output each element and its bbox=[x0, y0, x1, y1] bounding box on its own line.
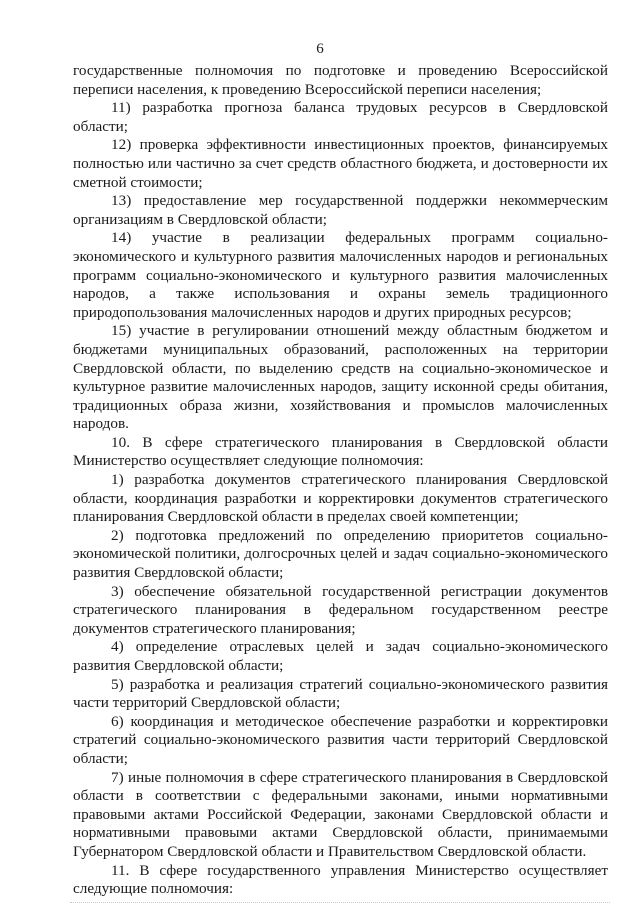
paragraph-item-13: 13) предоставление мер государственной поддержки некоммерческим организациям в Свердловской области; bbox=[73, 192, 608, 228]
paragraph-section-10-item-4: 4) определение отраслевых целей и задач социально-экономического развития Свердловской области; bbox=[73, 638, 608, 674]
paragraph-section-10-item-3: 3) обеспечение обязательной государственной регистрации документов стратегического планирования в федеральном государственном реестре документов стратегического планирования; bbox=[73, 582, 608, 637]
paragraph-item-15: 15) участие в регулировании отношений между областным бюджетом и бюджетами муниципальных образований, расположенных на территории Свердловской области, по выделению средств на социально-экономическое и культурное развитие малочисленных народов, защиту исконной среды обитания, традиционных образа жизни, хозяйствования и промыслов малочисленных народов. bbox=[73, 322, 608, 433]
paragraph-section-10: 10. В сфере стратегического планирования в Свердловской области Министерство осуществляет следующие полномочия: bbox=[73, 433, 608, 470]
paragraph-item-14: 14) участие в реализации федеральных программ социально-экономического и культурного развития малочисленных народов и региональных программ социально-экономического и культурного развития малочисленных народов, а также использования и охраны земель традиционного природопользования малочисленных народов и других природных ресурсов; bbox=[73, 229, 608, 321]
paragraph-section-10-item-6: 6) координация и методическое обеспечение разработки и корректировки стратегий социально-экономического развития части территорий Свердловской области; bbox=[73, 712, 608, 767]
scan-edge-divider bbox=[70, 902, 610, 903]
paragraph-continuation: государственные полномочия по подготовке и проведению Всероссийской переписи населения, к проведению Всероссийской переписи населения; bbox=[73, 62, 608, 98]
paragraph-section-10-item-2: 2) подготовка предложений по определению приоритетов социально-экономической политики, долгосрочных целей и задач социально-экономического развития Свердловской области; bbox=[73, 526, 608, 582]
paragraph-section-11: 11. В сфере государственного управления Министерство осуществляет следующие полномочия: bbox=[73, 861, 608, 898]
paragraph-item-12: 12) проверка эффективности инвестиционных проектов, финансируемых полностью или частично за счет средств областного бюджета, и достоверности их сметной стоимости; bbox=[73, 136, 608, 191]
document-body bbox=[73, 62, 608, 899]
page-number: 6 bbox=[316, 41, 324, 57]
paragraph-section-10-item-1: 1) разработка документов стратегического планирования Свердловской области, координация разработки и корректировки документов стратегического планирования Свердловской области в пределах своей компетенции; bbox=[73, 471, 608, 526]
paragraph-section-10-item-7: 7) иные полномочия в сфере стратегического планирования в Свердловской области в соответствии с федеральными законами, иными нормативными правовыми актами Российской Федерации, законами Свердловской области и нормативными правовыми актами Свердловской области, принимаемыми Губернатором Свердловской области и Правительством Свердловской области. bbox=[73, 768, 608, 860]
paragraph-item-11: 11) разработка прогноза баланса трудовых ресурсов в Свердловской области; bbox=[73, 99, 608, 135]
paragraph-section-10-item-5: 5) разработка и реализация стратегий социально-экономического развития части территорий Свердловской области; bbox=[73, 675, 608, 712]
